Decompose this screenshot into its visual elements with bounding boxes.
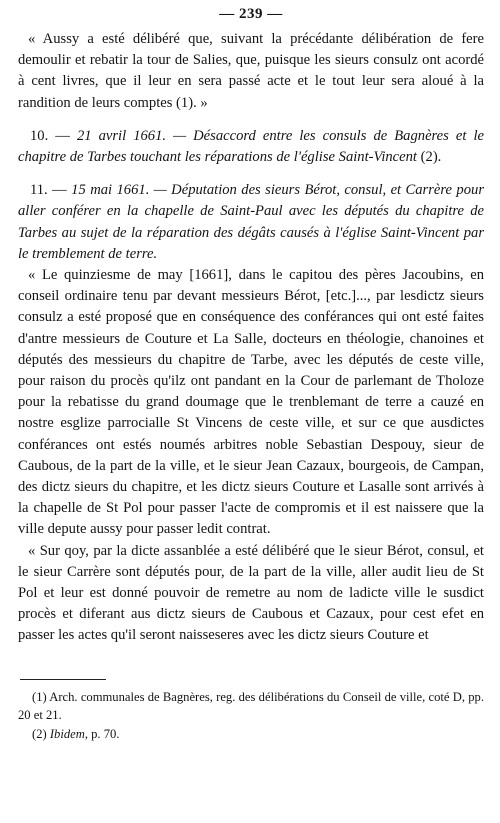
entry-11-date: 15 mai 1661. [71,182,150,199]
body-paragraph-1: « Le quinziesme de may [1661], dans le capitou des pères Jacoubins, en conseil ordinaire tenu par devant messieurs Bérot, [etc.]..., par lesdictz sieurs consulz a esté proposé que en conséquence des conférances qui ont esté faites d'antre messieurs de Couture et La Salle, docteurs en théologie, chanoines et députés des messieurs du chapitre de Tarbe, avec les députés de ceste ville, pour raison du procès qu'ilz ont pandant en la Cour de parlemant de Tholoze pour la rebatisse du grand doumage que le trenblemant de terre a cauzé en nostre esglize parrocialle St Vincens de ceste ville, et sur ce que ausdictes conférances ont estés noumés arbitres noble Sebastian Despouy, sieur de Caubous, de la part de la ville, et le sieur Jean Cazaux, bourgeois, de Campan, des dictz sieurs du chapitre, et les dictz sieurs Couture et Lasalle sont arrivés à la chapelle de St Pol pour passer l'acte de compromis et il est naissere que la ville depute aussy pour passer ledit contrat. [18,267,484,538]
intro-quote-paragraph: « Aussy a esté délibéré que, suivant la précédante délibération de fere demoulir et rebatir la tour de Salies, que, puisque les sieurs consulz ont acordé à cent livres, que il leur en sera passé acte et le tout leur sera aloué à la randition de leurs comptes (1). » [18,31,484,111]
entry-10-heading [18,126,484,168]
entry-11-heading [18,180,484,265]
entry-10-footnote-ref: (2). [420,149,442,166]
entry-11-number: 11. — [30,182,67,199]
entry-10-date: 21 avril 1661. [76,127,167,144]
footnote-2 [18,725,484,744]
entry-11-title: — Députation des sieurs Bérot, consul, et Carrère pour aller conférer en la chapelle de Saint-Paul avec les députés du chapitre de Tarbes au sujet de la réparation des dégâts causés à l'église Saint-Vincent par le tremblement de terre. [18,182,485,262]
entry-10-number: 10. — [30,127,70,144]
footnote-separator [20,679,106,680]
footnote-2-mark: (2) [32,726,47,741]
entry-10-title: — Désaccord entre les consuls de Bagnères et le chapitre de Tarbes touchant les réparations de l'église Saint-Vincent [18,127,485,166]
body-paragraph-2: « Sur qoy, par la dicte assanblée a esté délibéré que le sieur Bérot, consul, et le sieur Carrère sont députés pour, de la part de la ville, aller audit lieu de St Pol et leur est donné pouvoir de remetre au nom de ladicte ville le susdict procès et diferant aus dictz sieurs de Caubous et Cazaux, pour cest efet en passer les actes qu'il seront naisseseres avec les dictz sieurs Couture et [18,542,484,644]
page-number: — 239 — [219,6,283,22]
document-page [18,6,484,743]
footnote-2-source: Ibidem, [49,726,88,741]
footnote-2-page: p. 70. [91,726,120,741]
footnote-1: (1) Arch. communales de Bagnères, reg. des délibérations du Conseil de ville, coté D, pp. 20 et 21. [18,689,484,723]
